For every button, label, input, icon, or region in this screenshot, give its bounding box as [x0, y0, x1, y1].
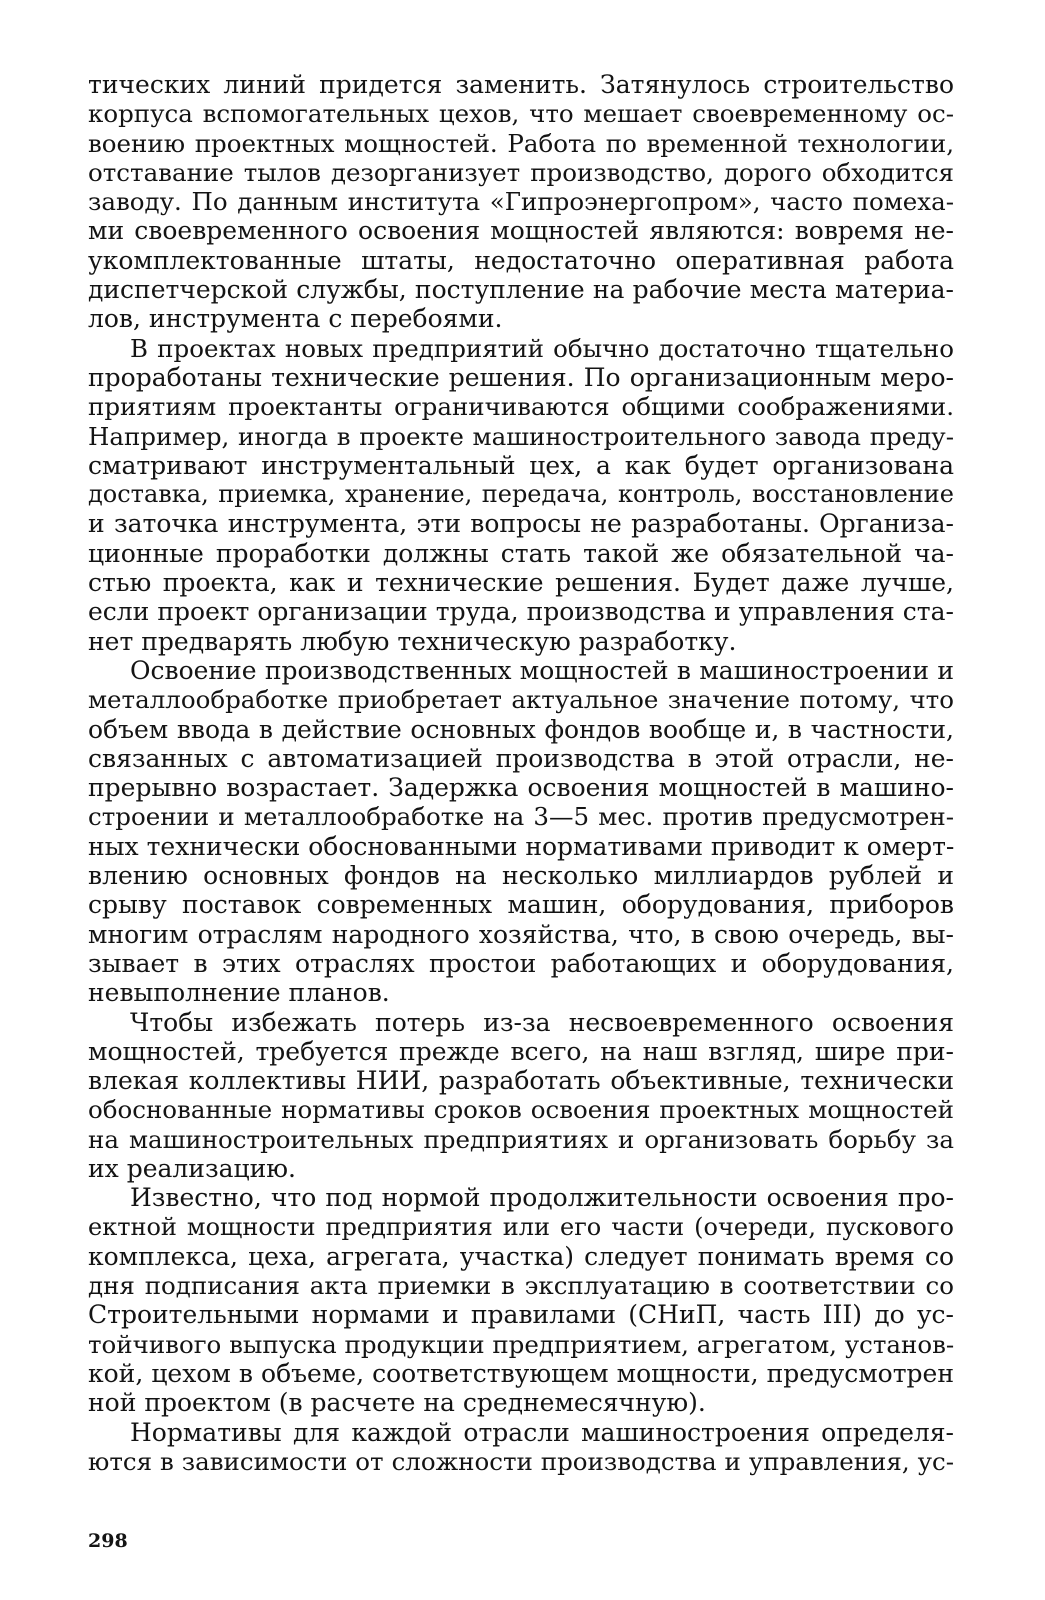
text-line: Освоение производственных мощностей в машиностроении и — [130, 655, 954, 685]
text-line: дня подписания акта приемки в эксплуатацию в соответствии со — [88, 1271, 954, 1301]
text-line: ектной мощности предприятия или его части (очереди, пускового — [88, 1212, 954, 1241]
text-line: заводу. По данным института «Гипроэнергопром», часто помеха- — [88, 187, 954, 217]
text-line: В проектах новых предприятий обычно достаточно тщательно — [130, 333, 954, 363]
paragraph-6 — [88, 1418, 954, 1477]
text-line: ной проектом (в расчете на среднемесячную). — [88, 1388, 706, 1418]
text-line: тических линий придется заменить. Затянулось строительство — [88, 70, 954, 99]
text-line: влению основных фондов на несколько миллиардов рублей и — [88, 861, 954, 891]
paragraph-1 — [88, 70, 954, 334]
text-line: ционные проработки должны стать такой же обязательной ча- — [88, 538, 954, 568]
text-line: Нормативы для каждой отрасли машиностроения определя- — [130, 1417, 954, 1447]
text-line: обоснованные нормативы сроков освоения проектных мощностей — [88, 1095, 954, 1125]
text-line: ются в зависимости от сложности производства и управления, ус- — [88, 1446, 954, 1476]
text-line: сматривают инструментальный цех, а как будет организована — [88, 450, 954, 480]
paragraph-4 — [88, 1008, 954, 1184]
text-line: многим отраслям народного хозяйства, что, в свою очередь, вы- — [88, 919, 954, 949]
text-line: на машиностроительных предприятиях и организовать борьбу за — [88, 1124, 954, 1154]
text-line: если проект организации труда, производства и управления ста- — [88, 597, 954, 627]
text-line: срыву поставок современных машин, оборудования, приборов — [88, 890, 954, 920]
text-line: комплекса, цеха, агрегата, участка) следует понимать время со — [88, 1241, 954, 1271]
text-line: мощностей, требуется прежде всего, на наш взгляд, шире при- — [88, 1036, 954, 1066]
text-line: связанных с автоматизацией производства в этой отрасли, не- — [88, 743, 954, 773]
text-line: тойчивого выпуска продукции предприятием, агрегатом, установ- — [88, 1329, 955, 1359]
text-line: зывает в этих отраслях простои работающих и оборудования, — [88, 948, 954, 978]
body-text — [88, 70, 954, 1476]
text-line: Чтобы избежать потерь из-за несвоевременного освоения — [130, 1007, 954, 1037]
text-line: лов, инструмента с перебоями. — [88, 304, 503, 334]
text-line: ми своевременного освоения мощностей являются: вовремя не- — [88, 216, 954, 246]
text-line: доставка, приемка, хранение, передача, контроль, восстановление — [88, 480, 954, 509]
text-line: воению проектных мощностей. Работа по временной технологии, — [88, 128, 954, 158]
text-line: металлообработке приобретает актуальное значение потому, что — [88, 685, 954, 715]
text-line: прерывно возрастает. Задержка освоения мощностей в машино- — [88, 773, 954, 803]
page-number: 298 — [88, 1530, 128, 1552]
text-line: влекая коллективы НИИ, разработать объективные, технически — [88, 1066, 954, 1096]
text-line: нет предварять любую техническую разработку. — [88, 626, 737, 656]
text-line: ных технически обоснованными нормативами приводит к омерт- — [88, 831, 955, 861]
text-line: приятиям проектанты ограничиваются общими соображениями. — [88, 392, 954, 422]
text-line: Известно, что под нормой продолжительности освоения про- — [130, 1183, 954, 1213]
text-line: стью проекта, как и технические решения. Будет даже лучше, — [88, 568, 954, 598]
text-line: невыполнение планов. — [88, 978, 390, 1008]
text-line: объем ввода в действие основных фондов вообще и, в частности, — [88, 714, 954, 744]
text-line: отставание тылов дезорганизует производство, дорого обходится — [88, 157, 954, 187]
text-line: строении и металлообработке на 3—5 мес. против предусмотрен- — [88, 802, 954, 832]
paragraph-3 — [88, 656, 954, 1008]
text-line: укомплектованные штаты, недостаточно оперативная работа — [88, 245, 954, 275]
text-line: и заточка инструмента, эти вопросы не разработаны. Организа- — [88, 509, 954, 539]
paragraph-2 — [88, 334, 954, 656]
text-line: корпуса вспомогательных цехов, что мешает своевременному ос- — [88, 99, 954, 129]
paragraph-5 — [88, 1183, 954, 1417]
text-line: диспетчерской службы, поступление на рабочие места материа- — [88, 275, 954, 305]
text-line: их реализацию. — [88, 1153, 296, 1183]
text-line: кой, цехом в объеме, соответствующем мощности, предусмотрен — [88, 1359, 954, 1389]
text-line: проработаны технические решения. По организационным меро- — [88, 362, 954, 392]
text-line: Строительными нормами и правилами (СНиП, часть III) до ус- — [88, 1300, 954, 1330]
text-line: Например, иногда в проекте машиностроительного завода преду- — [88, 421, 954, 451]
